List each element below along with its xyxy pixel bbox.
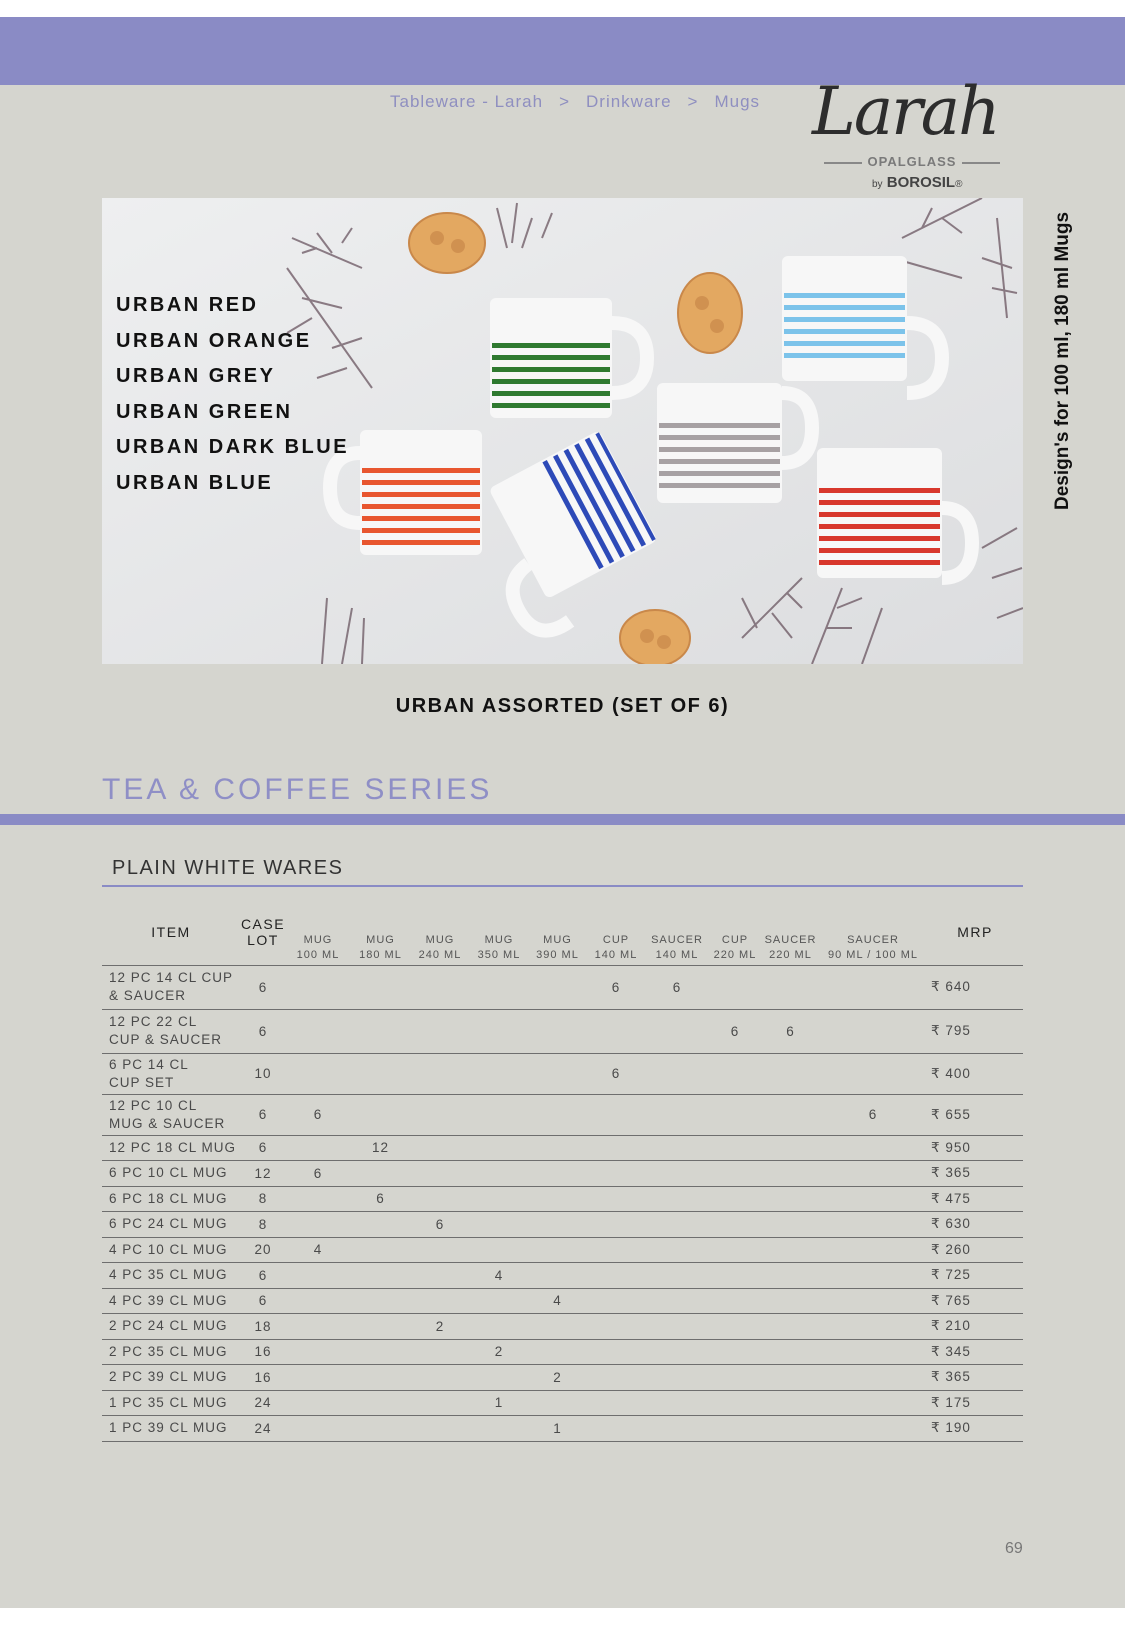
row-qty-cell	[646, 1009, 708, 1053]
row-item-name: 12 PC 10 CL MUG & SAUCER	[102, 1094, 240, 1135]
table-row	[102, 1135, 1023, 1161]
row-qty-cell	[469, 1288, 529, 1314]
row-qty-cell	[350, 1009, 411, 1053]
row-qty-cell: 6	[708, 1009, 762, 1053]
row-qty-cell	[586, 1288, 646, 1314]
color-urban-red: URBAN RED	[116, 294, 259, 316]
row-qty-cell	[708, 1161, 762, 1187]
row-qty-cell	[586, 1094, 646, 1135]
row-qty-cell	[819, 1161, 927, 1187]
header-mrp: MRP	[927, 900, 1023, 965]
row-qty-cell	[586, 1314, 646, 1340]
row-mrp: ₹ 640	[927, 965, 1023, 1009]
row-qty-cell	[529, 1135, 586, 1161]
row-qty-cell	[586, 1263, 646, 1289]
color-urban-green: URBAN GREEN	[116, 400, 293, 423]
row-qty-cell	[469, 965, 529, 1009]
row-qty-cell	[411, 1186, 469, 1212]
row-item-name: 4 PC 39 CL MUG	[102, 1288, 240, 1314]
row-qty-cell	[819, 1288, 927, 1314]
row-qty-cell	[350, 1314, 411, 1340]
row-qty-cell	[708, 1314, 762, 1340]
breadcrumb	[390, 92, 760, 112]
row-qty-cell	[762, 1237, 819, 1263]
breadcrumb-tableware[interactable]: Tableware - Larah	[390, 92, 544, 111]
row-qty-cell	[350, 965, 411, 1009]
table-row	[102, 1161, 1023, 1187]
product-caption: URBAN ASSORTED (SET OF 6)	[395, 695, 730, 717]
row-qty-cell	[469, 1161, 529, 1187]
row-mrp: ₹ 950	[927, 1135, 1023, 1161]
logo-script: Larah	[812, 73, 999, 150]
row-qty-cell	[411, 1263, 469, 1289]
row-item-name: 1 PC 35 CL MUG	[102, 1390, 240, 1416]
table-row	[102, 1365, 1023, 1391]
row-qty-cell	[646, 1053, 708, 1094]
row-qty-cell: 6	[350, 1186, 411, 1212]
row-qty-cell	[762, 1339, 819, 1365]
row-qty-cell	[586, 1161, 646, 1187]
row-qty-cell: 6	[819, 1094, 927, 1135]
row-qty-cell	[411, 1135, 469, 1161]
series-divider	[0, 814, 1125, 825]
larah-logo	[812, 72, 1024, 197]
row-qty-cell	[350, 1365, 411, 1391]
row-qty-cell: 2	[529, 1365, 586, 1391]
row-qty-cell	[762, 1094, 819, 1135]
table-row	[102, 1009, 1023, 1053]
row-qty-cell	[529, 1161, 586, 1187]
designs-vertical-label: Design's for 100 ml, 180 ml Mugs	[1052, 211, 1073, 510]
row-qty-cell: 4	[469, 1263, 529, 1289]
row-qty-cell	[529, 1212, 586, 1238]
row-qty-cell	[350, 1237, 411, 1263]
row-qty-cell	[646, 1416, 708, 1442]
logo-brand: by BOROSIL®	[872, 174, 963, 191]
row-qty-cell	[469, 1237, 529, 1263]
row-qty-cell	[586, 1339, 646, 1365]
row-qty-cell	[350, 1263, 411, 1289]
row-qty-cell	[286, 1390, 350, 1416]
row-qty-cell	[819, 1186, 927, 1212]
row-qty-cell	[411, 1390, 469, 1416]
row-qty-cell	[529, 1390, 586, 1416]
row-mrp: ₹ 475	[927, 1186, 1023, 1212]
row-qty-cell	[286, 1212, 350, 1238]
row-qty-cell	[819, 1212, 927, 1238]
row-qty-cell	[708, 1416, 762, 1442]
row-qty-cell	[411, 1053, 469, 1094]
row-qty-cell	[819, 965, 927, 1009]
row-qty-cell	[469, 1186, 529, 1212]
row-qty-cell	[762, 1365, 819, 1391]
row-qty-cell	[411, 1161, 469, 1187]
row-qty-cell	[286, 1009, 350, 1053]
row-qty-cell	[762, 1314, 819, 1340]
row-qty-cell	[819, 1339, 927, 1365]
row-qty-cell: 6	[286, 1094, 350, 1135]
row-qty-cell: 12	[350, 1135, 411, 1161]
row-case-lot: 18	[240, 1314, 286, 1340]
row-qty-cell: 2	[469, 1339, 529, 1365]
table-header-row	[102, 900, 1023, 965]
row-item-name: 6 PC 10 CL MUG	[102, 1161, 240, 1187]
row-case-lot: 16	[240, 1339, 286, 1365]
row-mrp: ₹ 260	[927, 1237, 1023, 1263]
row-qty-cell	[646, 1263, 708, 1289]
row-case-lot: 6	[240, 965, 286, 1009]
row-qty-cell	[286, 1263, 350, 1289]
row-qty-cell	[350, 1212, 411, 1238]
row-qty-cell	[819, 1009, 927, 1053]
row-qty-cell	[529, 1009, 586, 1053]
row-qty-cell: 2	[411, 1314, 469, 1340]
table-row	[102, 1212, 1023, 1238]
row-qty-cell	[529, 1314, 586, 1340]
row-qty-cell: 6	[286, 1161, 350, 1187]
row-case-lot: 16	[240, 1365, 286, 1391]
row-qty-cell: 6	[586, 1053, 646, 1094]
row-qty-cell	[529, 1339, 586, 1365]
row-qty-cell	[646, 1212, 708, 1238]
row-qty-cell	[646, 1135, 708, 1161]
color-urban-orange: URBAN ORANGE	[116, 329, 312, 352]
row-qty-cell: 4	[529, 1288, 586, 1314]
row-case-lot: 6	[240, 1263, 286, 1289]
row-qty-cell	[586, 1365, 646, 1391]
row-qty-cell	[819, 1365, 927, 1391]
row-mrp: ₹ 190	[927, 1416, 1023, 1442]
row-qty-cell	[762, 1288, 819, 1314]
header-mug-240: MUG 240 ML	[411, 900, 469, 965]
section-underline	[102, 885, 1023, 887]
row-qty-cell: 6	[646, 965, 708, 1009]
row-case-lot: 6	[240, 1135, 286, 1161]
row-qty-cell	[286, 1416, 350, 1442]
row-qty-cell	[411, 1288, 469, 1314]
breadcrumb-separator: >	[687, 92, 699, 111]
row-qty-cell	[646, 1365, 708, 1391]
row-qty-cell: 6	[586, 965, 646, 1009]
row-case-lot: 12	[240, 1161, 286, 1187]
row-qty-cell: 6	[762, 1009, 819, 1053]
header-mug-180: MUG 180 ML	[350, 900, 411, 965]
header-saucer-220: SAUCER 220 ML	[762, 900, 819, 965]
table-row	[102, 1094, 1023, 1135]
row-qty-cell	[350, 1094, 411, 1135]
row-item-name: 1 PC 39 CL MUG	[102, 1416, 240, 1442]
row-qty-cell	[646, 1288, 708, 1314]
row-qty-cell	[819, 1135, 927, 1161]
row-qty-cell: 1	[529, 1416, 586, 1442]
section-title: PLAIN WHITE WARES	[112, 857, 344, 879]
color-variants-list	[116, 288, 349, 502]
row-qty-cell	[762, 1263, 819, 1289]
header-mug-350: MUG 350 ML	[469, 900, 529, 965]
price-table	[102, 900, 1023, 1442]
row-qty-cell	[819, 1416, 927, 1442]
row-qty-cell	[350, 1339, 411, 1365]
header-cup-220: CUP 220 ML	[708, 900, 762, 965]
row-qty-cell	[819, 1053, 927, 1094]
row-qty-cell: 6	[411, 1212, 469, 1238]
row-qty-cell	[708, 1365, 762, 1391]
table-row	[102, 1416, 1023, 1442]
row-qty-cell	[762, 1053, 819, 1094]
color-urban-dark-blue: URBAN DARK BLUE	[116, 436, 350, 459]
row-qty-cell	[762, 1186, 819, 1212]
table-row	[102, 1390, 1023, 1416]
row-qty-cell	[708, 1135, 762, 1161]
breadcrumb-separator: >	[559, 92, 571, 111]
row-qty-cell	[350, 1161, 411, 1187]
table-row	[102, 1263, 1023, 1289]
row-qty-cell	[286, 1288, 350, 1314]
row-qty-cell	[411, 1094, 469, 1135]
color-urban-blue: URBAN BLUE	[116, 471, 274, 494]
row-case-lot: 6	[240, 1288, 286, 1314]
row-qty-cell	[286, 1135, 350, 1161]
row-qty-cell	[411, 1237, 469, 1263]
header-item: ITEM	[102, 900, 240, 965]
row-mrp: ₹ 655	[927, 1094, 1023, 1135]
row-qty-cell	[762, 1135, 819, 1161]
row-qty-cell	[708, 1237, 762, 1263]
row-qty-cell	[469, 1314, 529, 1340]
table-row	[102, 1186, 1023, 1212]
row-qty-cell	[646, 1094, 708, 1135]
row-qty-cell	[762, 1390, 819, 1416]
row-qty-cell	[708, 1339, 762, 1365]
breadcrumb-drinkware[interactable]: Drinkware	[586, 92, 672, 111]
row-qty-cell	[411, 1365, 469, 1391]
row-qty-cell	[762, 1416, 819, 1442]
row-case-lot: 6	[240, 1009, 286, 1053]
row-qty-cell	[469, 1053, 529, 1094]
row-mrp: ₹ 400	[927, 1053, 1023, 1094]
row-item-name: 2 PC 35 CL MUG	[102, 1339, 240, 1365]
series-title: TEA & COFFEE SERIES	[102, 773, 493, 806]
table-row	[102, 1339, 1023, 1365]
row-qty-cell	[586, 1135, 646, 1161]
row-qty-cell	[819, 1263, 927, 1289]
breadcrumb-mugs[interactable]: Mugs	[714, 92, 761, 111]
row-qty-cell	[819, 1314, 927, 1340]
header-saucer-140: SAUCER 140 ML	[646, 900, 708, 965]
row-qty-cell	[708, 1212, 762, 1238]
row-qty-cell	[586, 1237, 646, 1263]
row-qty-cell: 1	[469, 1390, 529, 1416]
row-qty-cell	[646, 1390, 708, 1416]
row-qty-cell	[286, 1186, 350, 1212]
row-item-name: 12 PC 22 CL CUP & SAUCER	[102, 1009, 240, 1053]
product-photo	[102, 198, 1023, 664]
row-qty-cell	[286, 1365, 350, 1391]
row-qty-cell	[646, 1161, 708, 1187]
row-qty-cell	[708, 1263, 762, 1289]
row-qty-cell	[529, 1237, 586, 1263]
row-item-name: 6 PC 24 CL MUG	[102, 1212, 240, 1238]
table-row	[102, 1314, 1023, 1340]
row-qty-cell	[762, 965, 819, 1009]
row-qty-cell	[762, 1212, 819, 1238]
row-qty-cell	[646, 1339, 708, 1365]
row-case-lot: 10	[240, 1053, 286, 1094]
row-qty-cell	[469, 1416, 529, 1442]
row-qty-cell	[646, 1314, 708, 1340]
row-item-name: 4 PC 10 CL MUG	[102, 1237, 240, 1263]
logo-subtitle: OPALGLASS	[812, 154, 1012, 169]
row-mrp: ₹ 345	[927, 1339, 1023, 1365]
row-qty-cell	[708, 1094, 762, 1135]
header-mug-390: MUG 390 ML	[529, 900, 586, 965]
row-qty-cell	[286, 1339, 350, 1365]
row-qty-cell	[529, 1186, 586, 1212]
page-number: 69	[1005, 1540, 1023, 1557]
table-row	[102, 1237, 1023, 1263]
row-qty-cell	[646, 1186, 708, 1212]
row-qty-cell	[708, 1288, 762, 1314]
color-urban-grey: URBAN GREY	[116, 365, 276, 388]
row-mrp: ₹ 725	[927, 1263, 1023, 1289]
row-mrp: ₹ 365	[927, 1161, 1023, 1187]
row-mrp: ₹ 210	[927, 1314, 1023, 1340]
row-mrp: ₹ 365	[927, 1365, 1023, 1391]
row-qty-cell	[586, 1186, 646, 1212]
row-item-name: 12 PC 18 CL MUG	[102, 1135, 240, 1161]
row-mrp: ₹ 765	[927, 1288, 1023, 1314]
row-qty-cell	[469, 1212, 529, 1238]
row-case-lot: 8	[240, 1212, 286, 1238]
row-qty-cell	[350, 1390, 411, 1416]
row-case-lot: 20	[240, 1237, 286, 1263]
row-qty-cell	[708, 1053, 762, 1094]
row-qty-cell	[469, 1135, 529, 1161]
header-mug-100: MUG 100 ML	[286, 900, 350, 965]
header-case-lot: CASE LOT	[240, 900, 286, 965]
row-qty-cell	[586, 1009, 646, 1053]
row-qty-cell: 4	[286, 1237, 350, 1263]
row-mrp: ₹ 795	[927, 1009, 1023, 1053]
row-qty-cell	[762, 1161, 819, 1187]
header-saucer-90-100: SAUCER 90 ML / 100 ML	[819, 900, 927, 965]
row-qty-cell	[646, 1237, 708, 1263]
row-qty-cell	[529, 1053, 586, 1094]
row-qty-cell	[350, 1053, 411, 1094]
row-case-lot: 24	[240, 1416, 286, 1442]
row-qty-cell	[411, 1416, 469, 1442]
row-qty-cell	[469, 1009, 529, 1053]
row-qty-cell	[529, 1094, 586, 1135]
row-qty-cell	[286, 1314, 350, 1340]
row-item-name: 2 PC 39 CL MUG	[102, 1365, 240, 1391]
row-qty-cell	[469, 1094, 529, 1135]
row-qty-cell	[529, 1263, 586, 1289]
header-cup-140: CUP 140 ML	[586, 900, 646, 965]
row-mrp: ₹ 630	[927, 1212, 1023, 1238]
row-case-lot: 6	[240, 1094, 286, 1135]
row-qty-cell	[708, 1390, 762, 1416]
table-row	[102, 1288, 1023, 1314]
row-qty-cell	[411, 965, 469, 1009]
row-qty-cell	[819, 1237, 927, 1263]
row-item-name: 6 PC 18 CL MUG	[102, 1186, 240, 1212]
row-qty-cell	[411, 1009, 469, 1053]
row-qty-cell	[529, 965, 586, 1009]
table-row	[102, 965, 1023, 1009]
row-qty-cell	[286, 1053, 350, 1094]
row-case-lot: 8	[240, 1186, 286, 1212]
row-qty-cell	[586, 1416, 646, 1442]
row-qty-cell	[350, 1288, 411, 1314]
row-qty-cell	[411, 1339, 469, 1365]
row-qty-cell	[350, 1416, 411, 1442]
row-qty-cell	[708, 1186, 762, 1212]
row-qty-cell	[819, 1390, 927, 1416]
row-item-name: 4 PC 35 CL MUG	[102, 1263, 240, 1289]
table-row	[102, 1053, 1023, 1094]
row-item-name: 12 PC 14 CL CUP & SAUCER	[102, 965, 240, 1009]
row-qty-cell	[286, 965, 350, 1009]
row-qty-cell	[469, 1365, 529, 1391]
row-mrp: ₹ 175	[927, 1390, 1023, 1416]
row-qty-cell	[586, 1212, 646, 1238]
row-case-lot: 24	[240, 1390, 286, 1416]
row-item-name: 6 PC 14 CL CUP SET	[102, 1053, 240, 1094]
row-qty-cell	[586, 1390, 646, 1416]
row-item-name: 2 PC 24 CL MUG	[102, 1314, 240, 1340]
row-qty-cell	[708, 965, 762, 1009]
